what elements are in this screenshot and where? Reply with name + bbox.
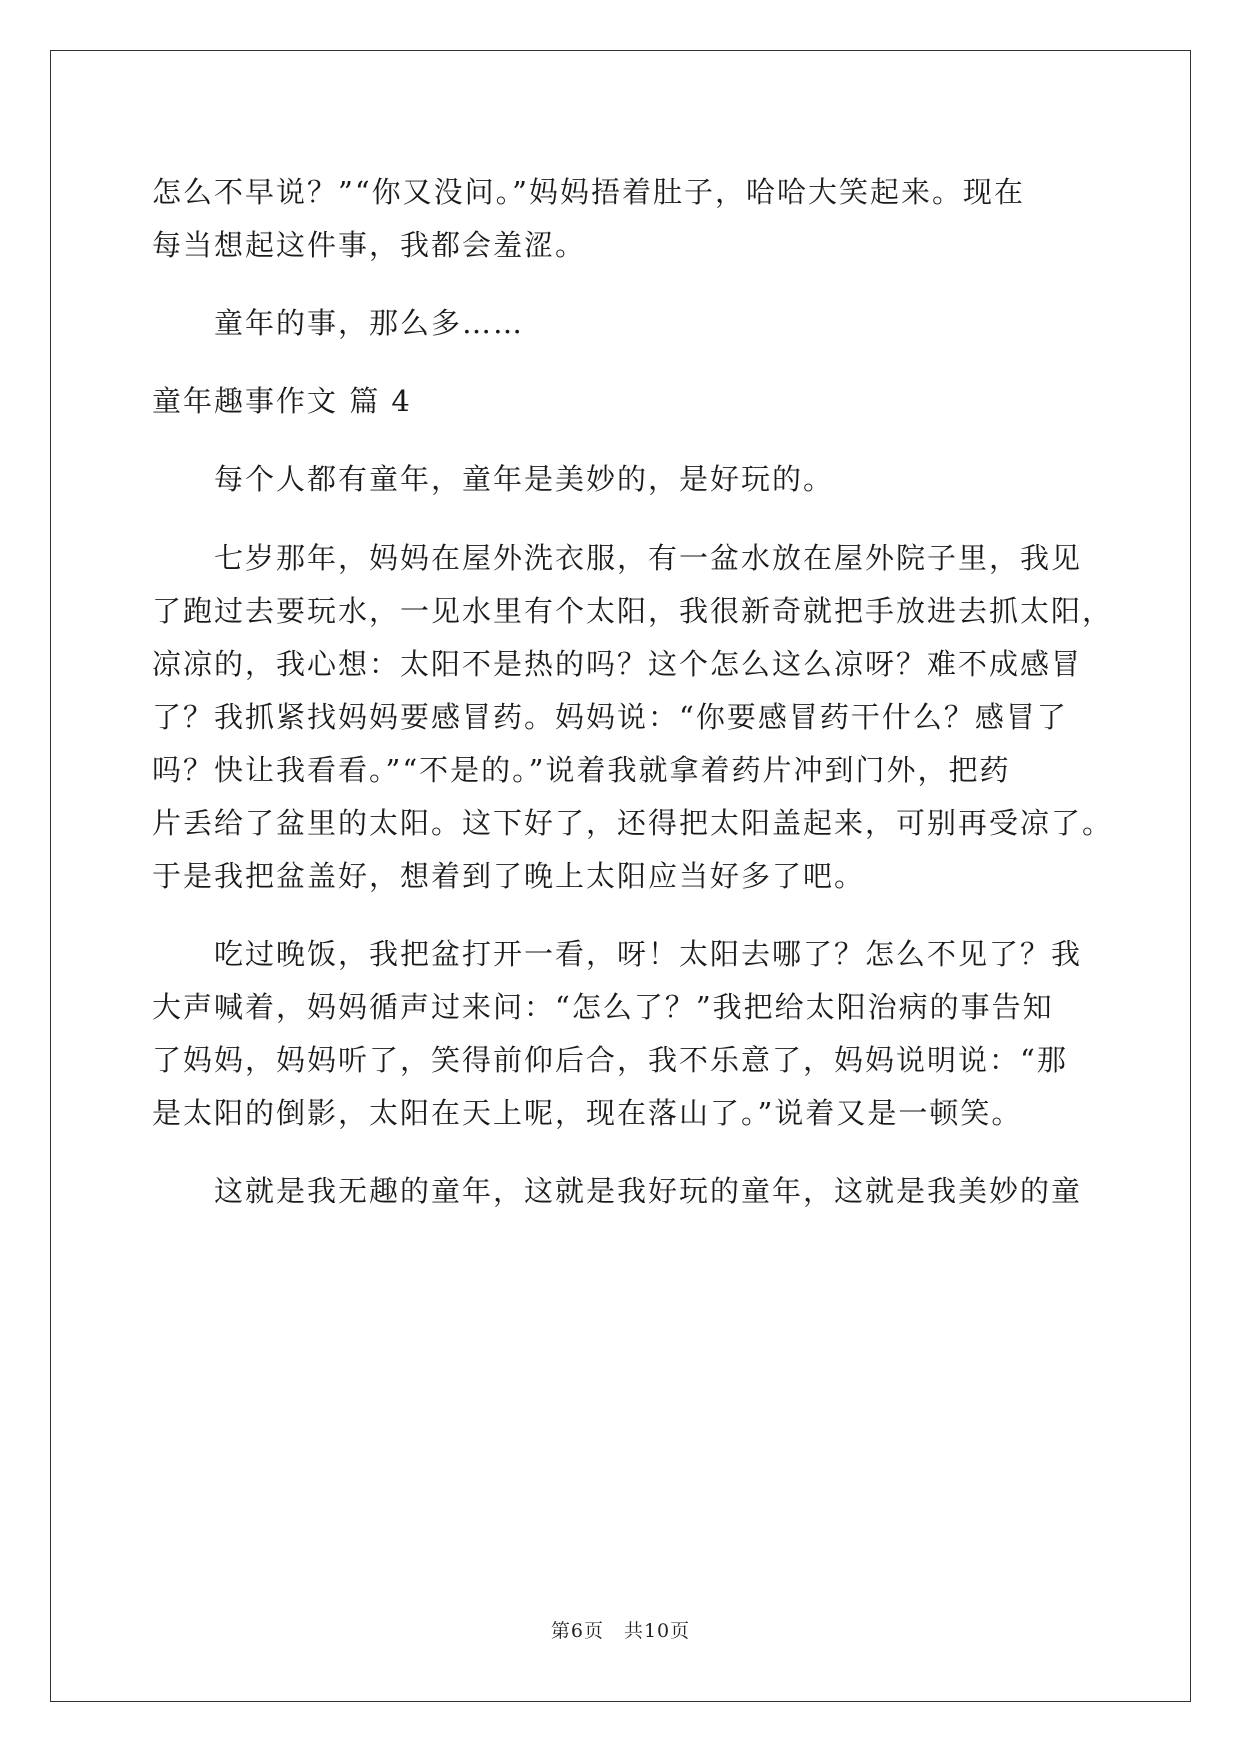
text-line: 了跑过去要玩水，一见水里有个太阳，我很新奇就把手放进去抓太阳， (152, 594, 1114, 628)
text-line: 每个人都有童年，童年是美妙的，是好玩的。 (152, 462, 835, 496)
text-line: 于是我把盆盖好，想着到了晚上太阳应当好多了吧。 (152, 859, 866, 893)
text-line: 吗？快让我看看。”“不是的。”说着我就拿着药片冲到门外，把药 (152, 753, 1011, 787)
text-line: 吃过晚饭，我把盆打开一看，呀！太阳去哪了？怎么不见了？我 (152, 937, 1083, 971)
text-line: 凉凉的，我心想：太阳不是热的吗？这个怎么这么凉呀？难不成感冒 (152, 647, 1083, 681)
text-line: 七岁那年，妈妈在屋外洗衣服，有一盆水放在屋外院子里，我见 (152, 541, 1083, 575)
text-line: 是太阳的倒影，太阳在天上呢，现在落山了。”说着又是一顿笑。 (152, 1096, 1023, 1130)
section-heading: 童年趣事作文 篇 4 (152, 384, 412, 418)
text-line: 每当想起这件事，我都会羞涩。 (152, 228, 587, 262)
page-number: 第6页 共10页 (550, 1620, 691, 1642)
text-line: 这就是我无趣的童年，这就是我好玩的童年，这就是我美妙的童 (152, 1174, 1083, 1208)
text-line: 了妈妈，妈妈听了，笑得前仰后合，我不乐意了，妈妈说明说：“那 (152, 1043, 1068, 1077)
text-line: 童年的事，那么多…… (152, 306, 525, 340)
text-line: 大声喊着，妈妈循声过来问：“怎么了？”我把给太阳治病的事告知 (152, 990, 1054, 1024)
text-line: 片丢给了盆里的太阳。这下好了，还得把太阳盖起来，可别再受凉了。 (152, 806, 1114, 840)
text-line: 了？我抓紧找妈妈要感冒药。妈妈说：“你要感冒药干什么？感冒了 (152, 700, 1068, 734)
text-line: 怎么不早说？”“你又没问。”妈妈捂着肚子，哈哈大笑起来。现在 (152, 175, 1025, 209)
